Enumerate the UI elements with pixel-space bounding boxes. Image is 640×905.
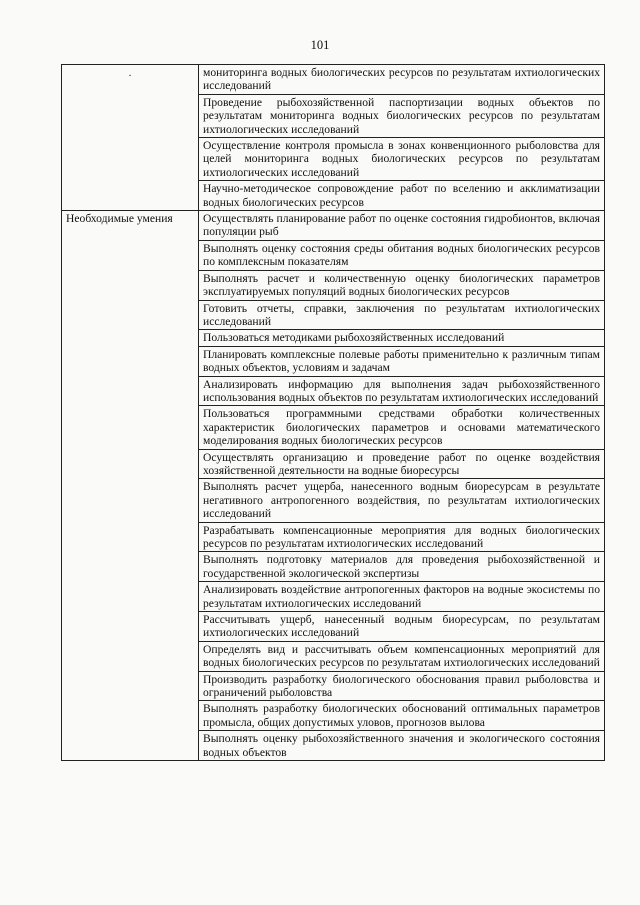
continued-section-item: Осуществление контроля промысла в зонах конвенционного рыболовства для целей мониторинга водных биологических ресурсов по результатам ихтиологических исследований bbox=[199, 138, 605, 181]
skills-section-item: Выполнять оценку рыбохозяйственного значения и экологического состояния водных объектов bbox=[199, 731, 605, 761]
skills-section-item: Разрабатывать компенсационные мероприятия для водных биологических ресурсов по результатам ихтиологических исследований bbox=[199, 522, 605, 552]
skills-section-item: Выполнять подготовку материалов для проведения рыбохозяйственной и государственной экологической экспертизы bbox=[199, 552, 605, 582]
skills-section-item: Анализировать информацию для выполнения задач рыбохозяйственного использования водных объектов по результатам ихтиологических исследований bbox=[199, 376, 605, 406]
skills-section-label-cell bbox=[62, 211, 199, 761]
continued-section-item: Проведение рыбохозяйственной паспортизации водных объектов по результатам мониторинга водных биологических ресурсов по результатам ихтиологических исследований bbox=[199, 94, 605, 137]
continued-section-item: Научно-методическое сопровождение работ по вселению и акклиматизации водных биологических ресурсов bbox=[199, 181, 605, 211]
continued-section-item: мониторинга водных биологических ресурсов по результатам ихтиологических исследований bbox=[199, 65, 605, 95]
requirements-table-body bbox=[62, 65, 605, 761]
skills-section-item: Выполнять расчет и количественную оценку биологических параметров эксплуатируемых популяций водных биологических ресурсов bbox=[199, 270, 605, 300]
skills-section-item: Пользоваться методиками рыбохозяйственных исследований bbox=[199, 330, 605, 346]
skills-section-item: Осуществлять планирование работ по оценке состояния гидробионтов, включая популяции рыб bbox=[199, 211, 605, 241]
table-row bbox=[62, 65, 605, 95]
skills-section-label: Необходимые умения bbox=[66, 212, 173, 226]
continued-section-label-cell bbox=[62, 65, 199, 211]
skills-section-item: Выполнять оценку состояния среды обитания водных биологических ресурсов по комплексным показателям bbox=[199, 240, 605, 270]
page-number: 101 bbox=[310, 38, 330, 52]
skills-section-item: Готовить отчеты, справки, заключения по результатам ихтиологических исследований bbox=[199, 300, 605, 330]
skills-section-item: Производить разработку биологического обоснования правил рыболовства и ограничений рыболовства bbox=[199, 671, 605, 701]
skills-section-item: Рассчитывать ущерб, нанесенный водным биоресурсам, по результатам ихтиологических исследований bbox=[199, 612, 605, 642]
skills-section-item: Пользоваться программными средствами обработки количественных характеристик биологических параметров и основами математического моделирования водных биологических ресурсов bbox=[199, 406, 605, 449]
skills-section-item: Выполнять разработку биологических обоснований оптимальных параметров промысла, общих допустимых уловов, прогнозов вылова bbox=[199, 701, 605, 731]
table-row bbox=[62, 211, 605, 241]
continued-section-label: · bbox=[128, 71, 132, 82]
skills-section-item: Выполнять расчет ущерба, нанесенного водным биоресурсам в результате негативного антропогенного воздействия, по результатам ихтиологических исследований bbox=[199, 479, 605, 522]
requirements-table bbox=[61, 64, 605, 761]
skills-section-item: Анализировать воздействие антропогенных факторов на водные экосистемы по результатам ихтиологических исследований bbox=[199, 582, 605, 612]
skills-section-item: Планировать комплексные полевые работы применительно к различным типам водных объектов, условиям и задачам bbox=[199, 346, 605, 376]
skills-section-item: Осуществлять организацию и проведение работ по оценке воздействия хозяйственной деятельности на водные биоресурсы bbox=[199, 449, 605, 479]
skills-section-item: Определять вид и рассчитывать объем компенсационных мероприятий для водных биологических ресурсов по результатам ихтиологических исследований bbox=[199, 641, 605, 671]
